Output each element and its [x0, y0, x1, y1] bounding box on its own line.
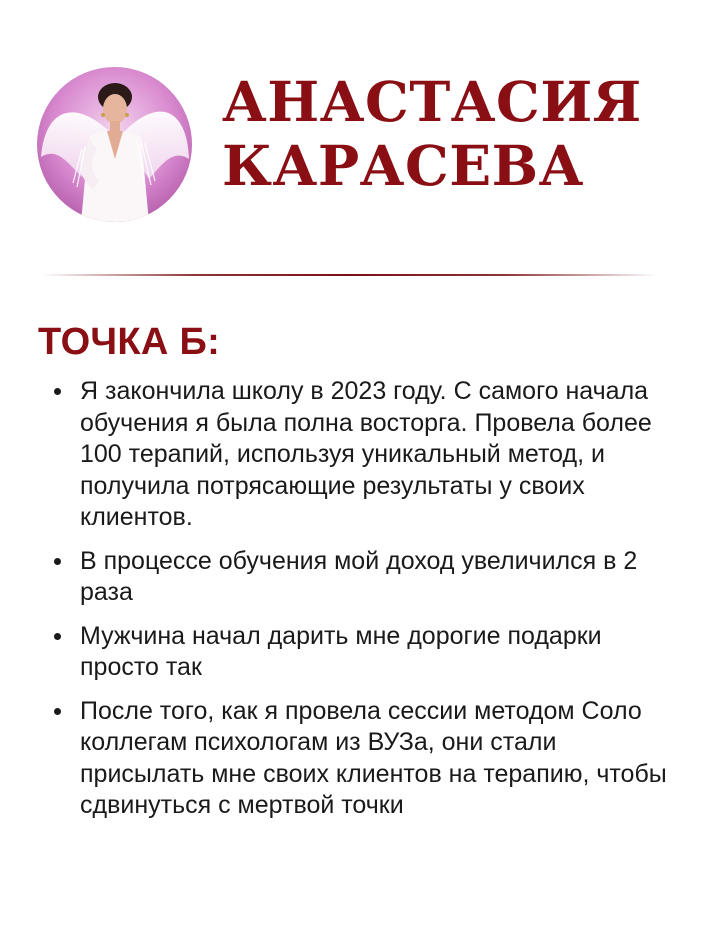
- bullet-icon: [54, 633, 61, 640]
- list-item: [52, 621, 672, 684]
- person-name: [222, 70, 642, 198]
- points-list: [52, 376, 672, 834]
- avatar: [37, 67, 192, 222]
- name-line-last: КАРАСЕВА: [222, 133, 584, 198]
- list-item-text: После того, как я провела сессии методом Соло коллегам психологам из ВУЗа, они стали присылать мне своих клиентов на терапию, чтобы сдвинуться с мертвой точки: [80, 696, 667, 819]
- bullet-icon: [54, 558, 61, 565]
- list-item-text: Мужчина начал дарить мне дорогие подарки просто так: [80, 621, 602, 681]
- portrait-photo: [37, 67, 192, 222]
- bullet-icon: [54, 708, 61, 715]
- list-item-text: В процессе обучения мой доход увеличился в 2 раза: [80, 546, 638, 606]
- bullet-icon: [54, 388, 61, 395]
- list-item: [52, 376, 672, 534]
- section-title: ТОЧКА Б:: [38, 321, 221, 363]
- section-divider: [42, 274, 658, 276]
- list-item-text: Я закончила школу в 2023 году. С самого начала обучения я была полна восторга. Провела более 100 терапий, используя уникальный метод, и получила потрясающие результаты у своих клиентов.: [80, 377, 652, 531]
- list-item: [52, 696, 672, 822]
- profile-header: [0, 0, 720, 240]
- list-item: [52, 546, 672, 609]
- name-line-first: АНАСТАСИЯ: [222, 69, 642, 134]
